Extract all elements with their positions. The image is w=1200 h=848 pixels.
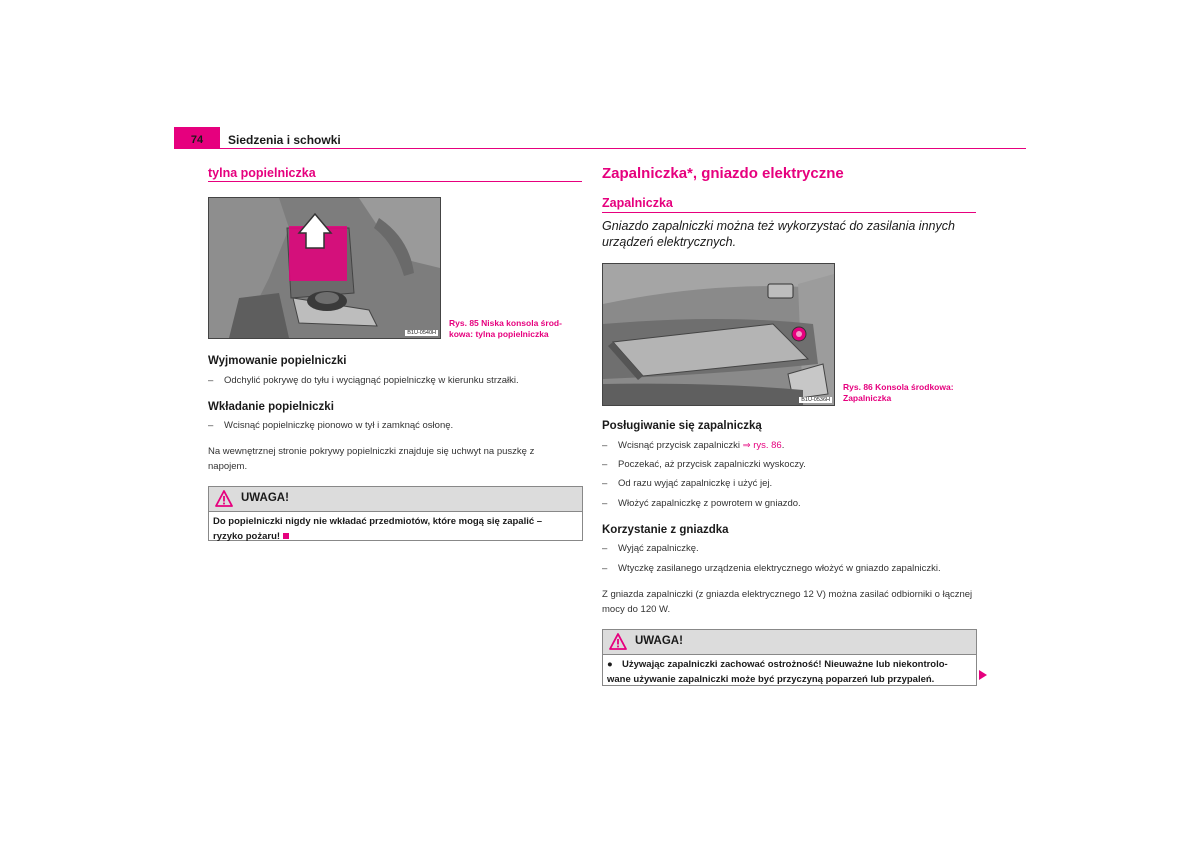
heading-removing: Wyjmowanie popielniczki <box>208 355 347 367</box>
figure-code: B1U-0536H <box>801 397 830 403</box>
step-item <box>602 440 784 451</box>
figure-rear-ashtray <box>208 197 441 339</box>
step-text: Wcisnąć przycisk zapalniczki <box>618 440 740 451</box>
power-line: mocy do 120 W. <box>602 604 671 615</box>
main-title: Zapalniczka*, gniazdo elektryczne <box>602 165 844 182</box>
intro-paragraph <box>602 218 982 250</box>
step-item <box>602 563 941 574</box>
header-rule <box>174 148 1026 149</box>
dash: – <box>602 478 608 489</box>
heading-using-lighter: Posługiwanie się zapalniczką <box>602 420 762 432</box>
caption-line: Rys. 85 Niska konsola środ- <box>449 318 562 328</box>
step-text: Odchylić pokrywę do tyłu i wyciągnąć popielniczkę w kierunku strzałki. <box>224 375 519 386</box>
note-line: Na wewnętrznej stronie pokrywy popielniczki znajduje się uchwyt na puszkę z <box>208 446 535 457</box>
continue-arrow-icon <box>979 670 987 680</box>
warning-line-text: ryzyko pożaru! <box>213 531 281 542</box>
warning-triangle-icon <box>609 633 627 650</box>
step-item <box>602 543 699 554</box>
end-mark-icon <box>283 533 289 539</box>
dash: – <box>602 498 608 509</box>
warning-line: wane używanie zapalniczki może być przyczyną poparzeń lub przypaleń. <box>607 674 935 685</box>
caption-line: Rys. 86 Konsola środkowa: <box>843 382 954 392</box>
warning-title: UWAGA! <box>635 635 683 647</box>
power-paragraph <box>602 587 982 617</box>
warning-line-text: Używając zapalniczki zachować ostrożność! Nieuważne lub niekontrolo- <box>622 659 948 670</box>
step-item <box>602 478 772 489</box>
power-line: Z gniazda zapalniczki (z gniazda elektrycznego 12 V) można zasilać odbiorniki o łącznej <box>602 589 973 600</box>
rear-ashtray-illustration <box>209 198 440 338</box>
bullet-dot: ● <box>607 659 613 670</box>
running-title: Siedzenia i schowki <box>228 133 341 147</box>
warning-text <box>603 655 976 689</box>
figure-center-console <box>602 263 835 406</box>
warning-line <box>213 529 578 544</box>
dash: – <box>208 420 214 431</box>
dash: – <box>208 375 214 386</box>
step-item <box>208 420 453 431</box>
figure-caption <box>449 318 562 340</box>
figure-code: B1U-0540H <box>407 330 436 336</box>
warning-triangle-icon <box>215 490 233 507</box>
page-number: 74 <box>190 134 204 146</box>
step-text: Od razu wyjąć zapalniczkę i użyć jej. <box>618 478 773 489</box>
warning-text <box>209 512 582 546</box>
step-item <box>602 498 801 509</box>
figure-reference-link[interactable]: ⇒ rys. 86 <box>742 440 782 451</box>
caption-line: Zapalniczka <box>843 393 892 403</box>
intro-line: Gniazdo zapalniczki można też wykorzystać do zasilania innych <box>602 219 955 233</box>
center-console-illustration <box>603 264 834 405</box>
dash: – <box>602 459 608 470</box>
heading-inserting: Wkładanie popielniczki <box>208 401 334 413</box>
step-text: Włożyć zapalniczkę z powrotem w gniazdo. <box>618 498 801 509</box>
intro-line: urządzeń elektrycznych. <box>602 235 737 249</box>
warning-header <box>603 630 976 655</box>
dash: – <box>602 563 608 574</box>
warning-line <box>607 657 972 672</box>
step-end: . <box>781 440 785 451</box>
warning-title: UWAGA! <box>241 492 289 504</box>
warning-box-right <box>602 629 977 686</box>
step-item <box>602 459 806 470</box>
dash: – <box>602 440 608 451</box>
step-text: Wyjąć zapalniczkę. <box>618 543 699 554</box>
step-item <box>208 375 519 386</box>
section-rule <box>602 212 976 213</box>
warning-line: Do popielniczki nigdy nie wkładać przedmiotów, które mogą się zapalić – <box>213 516 543 527</box>
warning-box-left <box>208 486 583 541</box>
section-rule <box>208 181 582 182</box>
dash: – <box>602 543 608 554</box>
section-title-rear-ashtray: tylna popielniczka <box>208 166 316 180</box>
figure-caption <box>843 382 954 404</box>
note-line: napojem. <box>208 461 248 472</box>
warning-header <box>209 487 582 512</box>
heading-socket: Korzystanie z gniazdka <box>602 524 729 536</box>
section-title-lighter: Zapalniczka <box>602 196 673 210</box>
note-paragraph <box>208 444 588 474</box>
step-text: Wtyczkę zasilanego urządzenia elektrycznego włożyć w gniazdo zapalniczki. <box>618 563 941 574</box>
step-text: Wcisnąć popielniczkę pionowo w tył i zamknąć osłonę. <box>224 420 454 431</box>
caption-line: kowa: tylna popielniczka <box>449 329 549 339</box>
step-text: Poczekać, aż przycisk zapalniczki wyskoczy. <box>618 459 806 470</box>
